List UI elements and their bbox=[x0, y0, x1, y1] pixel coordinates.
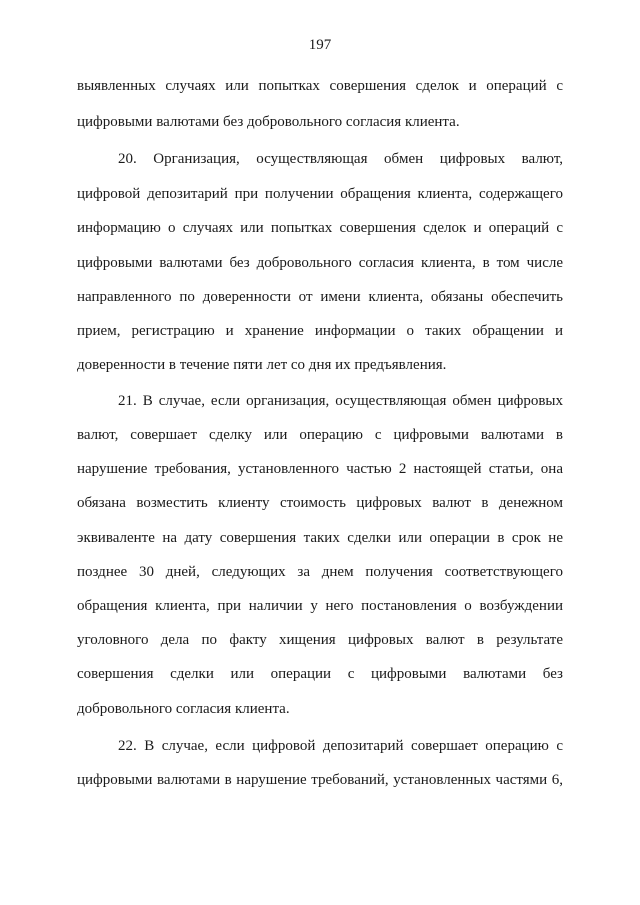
text-line: эквиваленте на дату совершения таких сделки или операции в срок не bbox=[77, 530, 563, 546]
text-line: валют, совершает сделку или операцию с цифровыми валютами в bbox=[77, 427, 563, 443]
text-line: направленного по доверенности от имени клиента, обязаны обеспечить bbox=[77, 289, 563, 305]
paragraph-first-line: 21. В случае, если организация, осуществляющая обмен цифровых bbox=[118, 393, 563, 409]
text-line: цифровыми валютами в нарушение требований, установленных частями 6, bbox=[77, 772, 563, 788]
text-line: позднее 30 дней, следующих за днем получения соответствующего bbox=[77, 564, 563, 580]
text-line: цифровой депозитарий при получении обращения клиента, содержащего bbox=[77, 186, 563, 202]
text-line: цифровыми валютами без добровольного согласия клиента, в том числе bbox=[77, 255, 563, 271]
text-line: уголовного дела по факту хищения цифровых валют в результате bbox=[77, 632, 563, 648]
text-line: выявленных случаях или попытках совершения сделок и операций с bbox=[77, 78, 563, 94]
text-line: обязана возместить клиенту стоимость цифровых валют в денежном bbox=[77, 495, 563, 511]
text-line: добровольного согласия клиента. bbox=[77, 701, 290, 717]
text-line: обращения клиента, при наличии у него постановления о возбуждении bbox=[77, 598, 563, 614]
page-number: 197 bbox=[308, 37, 332, 53]
text-line: прием, регистрацию и хранение информации о таких обращении и bbox=[77, 323, 563, 339]
text-line: доверенности в течение пяти лет со дня их предъявления. bbox=[77, 357, 447, 373]
paragraph-first-line: 20. Организация, осуществляющая обмен цифровых валют, bbox=[118, 151, 563, 167]
text-line: цифровыми валютами без добровольного согласия клиента. bbox=[77, 114, 460, 130]
text-line: совершения сделки или операции с цифровыми валютами без bbox=[77, 666, 563, 682]
paragraph-first-line: 22. В случае, если цифровой депозитарий совершает операцию с bbox=[118, 738, 563, 754]
text-line: нарушение требования, установленного частью 2 настоящей статьи, она bbox=[77, 461, 563, 477]
text-line: информацию о случаях или попытках совершения сделок и операций с bbox=[77, 220, 563, 236]
